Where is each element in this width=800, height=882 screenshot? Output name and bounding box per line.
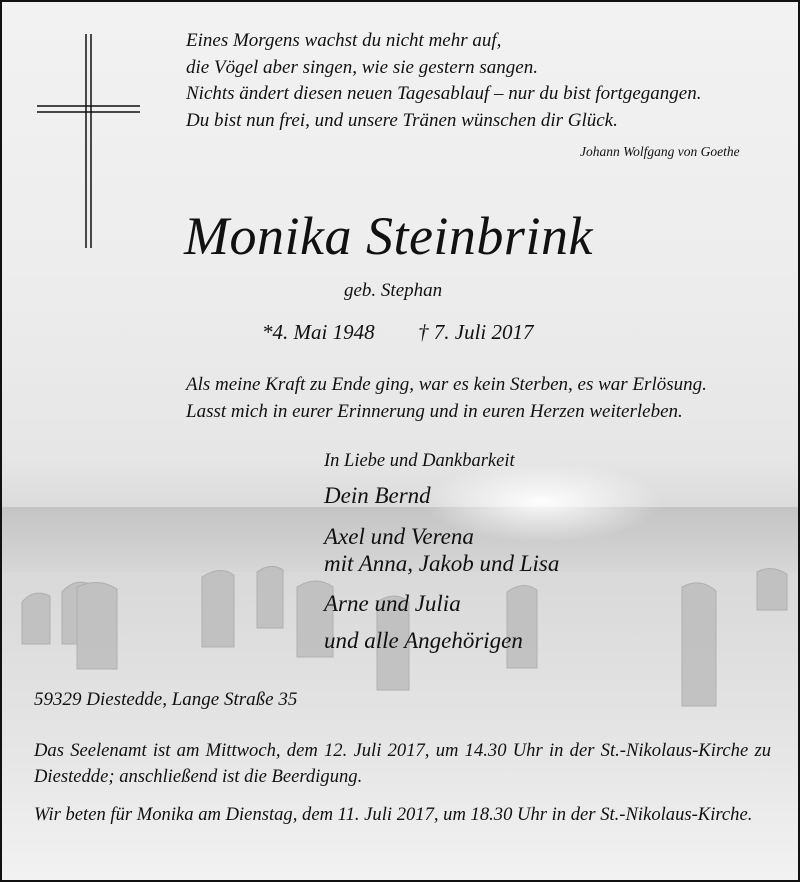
mourner-line: Dein Bernd: [324, 483, 431, 508]
quote-line: Lasst mich in eurer Erinnerung und in euren Herzen weiterleben.: [186, 401, 683, 422]
poem-line: Du bist nun frei, und unsere Tränen wünschen dir Glück.: [186, 109, 618, 131]
birth-date: *4. Mai 1948: [262, 320, 375, 344]
mourner-line: mit Anna, Jakob und Lisa: [324, 551, 560, 576]
mourner-line: und alle Angehörigen: [324, 628, 523, 653]
deceased-name: Monika Steinbrink: [184, 206, 593, 266]
service-notice: Das Seelenamt ist am Mittwoch, dem 12. Juli 2017, um 14.30 Uhr in der St.-Nikolaus-Kirche zu Diestedde; anschließend ist die Beerdigung.: [34, 740, 771, 787]
poem-line: Eines Morgens wachst du nicht mehr auf,: [186, 30, 502, 51]
cross-icon: [2, 2, 152, 262]
death-date: † 7. Juli 2017: [418, 320, 534, 344]
poem-line: Nichts ändert diesen neuen Tagesablauf – nur du bist fortgegangen.: [186, 83, 702, 104]
mourner-line: Arne und Julia: [324, 591, 461, 616]
farewell-quote: [186, 371, 707, 425]
poem-author: Johann Wolfgang von Goethe: [580, 144, 740, 159]
address: 59329 Diestedde, Lange Straße 35: [34, 689, 298, 710]
prayer-notice: Wir beten für Monika am Dienstag, dem 11. Juli 2017, um 18.30 Uhr in der St.-Nikolaus-Kirche.: [34, 804, 753, 825]
birth-name: geb. Stephan: [344, 280, 443, 301]
mourners-intro: In Liebe und Dankbarkeit: [324, 451, 515, 471]
mourner-line: Axel und Verena: [324, 524, 474, 549]
quote-line: Als meine Kraft zu Ende ging, war es kein Sterben, es war Erlösung.: [186, 374, 707, 395]
poem-line: die Vögel aber singen, wie sie gestern sangen.: [186, 56, 538, 78]
goethe-poem: [186, 28, 701, 134]
